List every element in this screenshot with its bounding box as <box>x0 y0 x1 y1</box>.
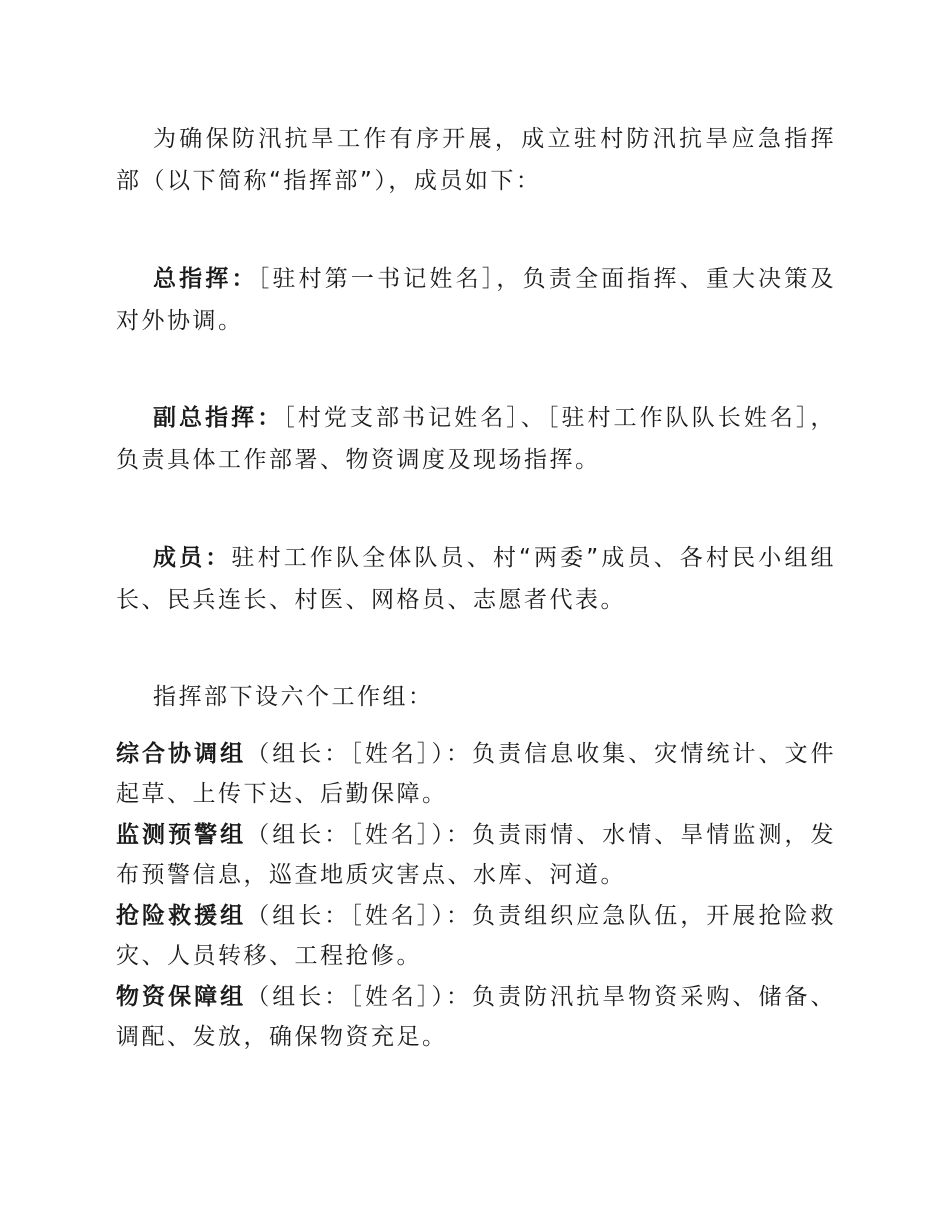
intro-paragraph <box>116 118 836 202</box>
work-group-name: 监测预警组 <box>116 822 247 848</box>
deputy-commander-paragraph <box>116 397 836 481</box>
groups-intro-paragraph <box>116 676 836 718</box>
work-group-duty: ：负责防汛抗旱物资采购、储备、调配、发放，确保物资充足。 <box>116 984 837 1050</box>
work-group-leader: （组长：［姓名］） <box>246 822 447 848</box>
commander-label: 总指挥： <box>153 266 258 292</box>
work-group-item <box>116 977 836 1057</box>
work-group-item <box>116 734 836 814</box>
work-group-name: 综合协调组 <box>116 741 247 767</box>
work-group-item <box>116 896 836 976</box>
work-group-name: 物资保障组 <box>116 984 247 1010</box>
work-group-leader: （组长：［姓名］） <box>246 984 447 1010</box>
intro-text: 为确保防汛抗旱工作有序开展，成立驻村防汛抗旱应急指挥部（以下简称“指挥部”），成员如下： <box>116 126 836 194</box>
deputy-commander-text: ［村党支部书记姓名］、［驻村工作队队长姓名］，负责具体工作部署、物资调度及现场指挥。 <box>116 405 837 473</box>
commander-text: ［驻村第一书记姓名］，负责全面指挥、重大决策及对外协调。 <box>116 266 837 334</box>
work-group-leader: （组长：［姓名］） <box>246 741 447 767</box>
work-group-duty: ：负责信息收集、灾情统计、文件起草、上传下达、后勤保障。 <box>116 741 837 807</box>
members-label: 成员： <box>153 545 232 571</box>
commander-paragraph <box>116 258 836 342</box>
work-group-leader: （组长：［姓名］） <box>246 903 447 929</box>
deputy-commander-label: 副总指挥： <box>153 405 284 431</box>
members-text: 驻村工作队全体队员、村“两委”成员、各村民小组组长、民兵连长、村医、网格员、志愿者代表。 <box>116 545 836 613</box>
work-group-duty: ：负责雨情、水情、旱情监测，发布预警信息，巡查地质灾害点、水库、河道。 <box>116 822 837 888</box>
members-paragraph <box>116 537 836 621</box>
work-group-item <box>116 815 836 895</box>
groups-intro-text: 指挥部下设六个工作组： <box>153 684 434 710</box>
work-group-duty: ：负责组织应急队伍，开展抢险救灾、人员转移、工程抢修。 <box>116 903 837 969</box>
work-group-name: 抢险救援组 <box>116 903 247 929</box>
